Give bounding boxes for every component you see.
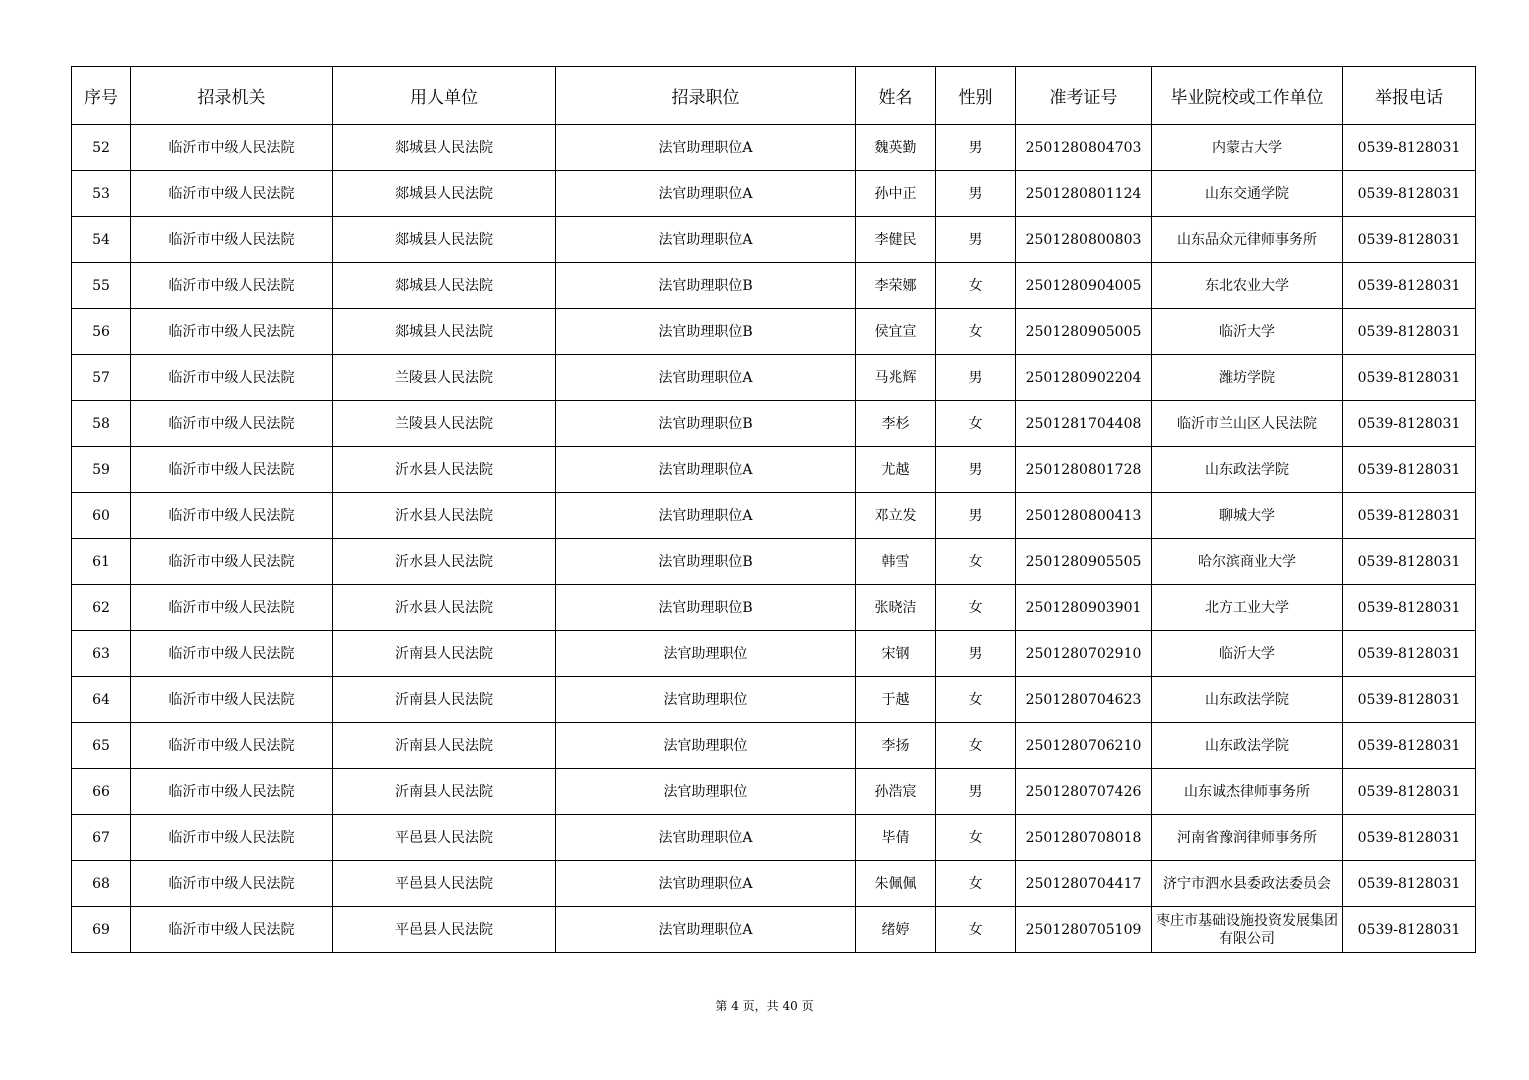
cell-report-phone: 0539-8128031 (1343, 677, 1476, 723)
cell-recruiting-agency: 临沂市中级人民法院 (131, 447, 333, 493)
cell-serial-no: 67 (72, 815, 131, 861)
table-row (72, 769, 1476, 815)
header-serial-no: 序号 (72, 67, 131, 125)
table-row (72, 309, 1476, 355)
cell-gender: 女 (936, 723, 1016, 769)
cell-report-phone: 0539-8128031 (1343, 217, 1476, 263)
cell-gender: 男 (936, 217, 1016, 263)
cell-serial-no: 65 (72, 723, 131, 769)
cell-report-phone: 0539-8128031 (1343, 263, 1476, 309)
cell-name: 张晓洁 (856, 585, 936, 631)
cell-report-phone: 0539-8128031 (1343, 631, 1476, 677)
cell-serial-no: 60 (72, 493, 131, 539)
cell-school-or-workplace: 山东交通学院 (1152, 171, 1343, 217)
cell-exam-id: 2501280800803 (1016, 217, 1152, 263)
header-exam-id: 准考证号 (1016, 67, 1152, 125)
cell-serial-no: 52 (72, 125, 131, 171)
cell-report-phone: 0539-8128031 (1343, 493, 1476, 539)
cell-exam-id: 2501280904005 (1016, 263, 1152, 309)
cell-report-phone: 0539-8128031 (1343, 907, 1476, 953)
cell-name: 韩雪 (856, 539, 936, 585)
table-row (72, 815, 1476, 861)
cell-exam-id: 2501280706210 (1016, 723, 1152, 769)
cell-recruiting-agency: 临沂市中级人民法院 (131, 171, 333, 217)
cell-gender: 女 (936, 401, 1016, 447)
cell-position: 法官助理职位A (556, 447, 856, 493)
cell-serial-no: 55 (72, 263, 131, 309)
cell-serial-no: 68 (72, 861, 131, 907)
cell-employer-unit: 沂南县人民法院 (333, 631, 556, 677)
cell-exam-id: 2501280801728 (1016, 447, 1152, 493)
table-row (72, 355, 1476, 401)
cell-position: 法官助理职位 (556, 677, 856, 723)
cell-report-phone: 0539-8128031 (1343, 585, 1476, 631)
cell-employer-unit: 郯城县人民法院 (333, 217, 556, 263)
cell-gender: 男 (936, 769, 1016, 815)
cell-exam-id: 2501280905005 (1016, 309, 1152, 355)
cell-school-or-workplace: 山东政法学院 (1152, 723, 1343, 769)
cell-serial-no: 58 (72, 401, 131, 447)
cell-name: 于越 (856, 677, 936, 723)
cell-position: 法官助理职位A (556, 355, 856, 401)
cell-name: 马兆辉 (856, 355, 936, 401)
roster-table (71, 66, 1476, 953)
cell-serial-no: 62 (72, 585, 131, 631)
table-header-row (72, 67, 1476, 125)
cell-serial-no: 53 (72, 171, 131, 217)
cell-gender: 男 (936, 171, 1016, 217)
cell-school-or-workplace: 潍坊学院 (1152, 355, 1343, 401)
table-row (72, 493, 1476, 539)
cell-exam-id: 2501280708018 (1016, 815, 1152, 861)
cell-position: 法官助理职位 (556, 631, 856, 677)
cell-exam-id: 2501280804703 (1016, 125, 1152, 171)
cell-employer-unit: 平邑县人民法院 (333, 907, 556, 953)
table-row (72, 677, 1476, 723)
cell-recruiting-agency: 临沂市中级人民法院 (131, 493, 333, 539)
cell-school-or-workplace: 临沂大学 (1152, 631, 1343, 677)
cell-school-or-workplace: 临沂市兰山区人民法院 (1152, 401, 1343, 447)
header-name: 姓名 (856, 67, 936, 125)
cell-name: 魏英勤 (856, 125, 936, 171)
cell-exam-id: 2501280902204 (1016, 355, 1152, 401)
cell-exam-id: 2501280704417 (1016, 861, 1152, 907)
cell-gender: 男 (936, 447, 1016, 493)
cell-name: 李荣娜 (856, 263, 936, 309)
cell-recruiting-agency: 临沂市中级人民法院 (131, 217, 333, 263)
cell-recruiting-agency: 临沂市中级人民法院 (131, 263, 333, 309)
cell-recruiting-agency: 临沂市中级人民法院 (131, 309, 333, 355)
cell-recruiting-agency: 临沂市中级人民法院 (131, 769, 333, 815)
page-number: 第 4 页，共 40 页 (715, 999, 814, 1013)
cell-position: 法官助理职位A (556, 171, 856, 217)
cell-position: 法官助理职位 (556, 769, 856, 815)
cell-recruiting-agency: 临沂市中级人民法院 (131, 677, 333, 723)
cell-gender: 女 (936, 815, 1016, 861)
cell-serial-no: 57 (72, 355, 131, 401)
cell-employer-unit: 沂水县人民法院 (333, 539, 556, 585)
cell-exam-id: 2501280905505 (1016, 539, 1152, 585)
cell-employer-unit: 郯城县人民法院 (333, 171, 556, 217)
cell-exam-id: 2501280800413 (1016, 493, 1152, 539)
cell-employer-unit: 兰陵县人民法院 (333, 401, 556, 447)
cell-position: 法官助理职位 (556, 723, 856, 769)
cell-gender: 男 (936, 355, 1016, 401)
table-body (72, 125, 1476, 953)
cell-school-or-workplace: 东北农业大学 (1152, 263, 1343, 309)
cell-recruiting-agency: 临沂市中级人民法院 (131, 401, 333, 447)
cell-name: 侯宜宣 (856, 309, 936, 355)
cell-gender: 女 (936, 907, 1016, 953)
cell-recruiting-agency: 临沂市中级人民法院 (131, 355, 333, 401)
header-position: 招录职位 (556, 67, 856, 125)
cell-report-phone: 0539-8128031 (1343, 861, 1476, 907)
header-school-or-workplace: 毕业院校或工作单位 (1152, 67, 1343, 125)
cell-report-phone: 0539-8128031 (1343, 309, 1476, 355)
cell-name: 绪婷 (856, 907, 936, 953)
table-row (72, 401, 1476, 447)
cell-recruiting-agency: 临沂市中级人民法院 (131, 585, 333, 631)
cell-serial-no: 54 (72, 217, 131, 263)
cell-name: 李扬 (856, 723, 936, 769)
cell-gender: 女 (936, 539, 1016, 585)
cell-school-or-workplace: 哈尔滨商业大学 (1152, 539, 1343, 585)
cell-report-phone: 0539-8128031 (1343, 815, 1476, 861)
cell-exam-id: 2501280903901 (1016, 585, 1152, 631)
cell-employer-unit: 平邑县人民法院 (333, 815, 556, 861)
cell-recruiting-agency: 临沂市中级人民法院 (131, 631, 333, 677)
cell-exam-id: 2501281704408 (1016, 401, 1152, 447)
cell-position: 法官助理职位A (556, 125, 856, 171)
cell-report-phone: 0539-8128031 (1343, 769, 1476, 815)
cell-name: 李健民 (856, 217, 936, 263)
table-row (72, 263, 1476, 309)
table-row (72, 217, 1476, 263)
cell-position: 法官助理职位A (556, 217, 856, 263)
cell-school-or-workplace: 枣庄市基础设施投资发展集团有限公司 (1152, 907, 1343, 953)
cell-name: 李杉 (856, 401, 936, 447)
cell-recruiting-agency: 临沂市中级人民法院 (131, 815, 333, 861)
cell-school-or-workplace: 山东诚杰律师事务所 (1152, 769, 1343, 815)
cell-school-or-workplace: 山东政法学院 (1152, 677, 1343, 723)
cell-employer-unit: 沂南县人民法院 (333, 677, 556, 723)
cell-serial-no: 66 (72, 769, 131, 815)
table-row (72, 723, 1476, 769)
cell-position: 法官助理职位B (556, 263, 856, 309)
cell-gender: 女 (936, 861, 1016, 907)
cell-school-or-workplace: 山东政法学院 (1152, 447, 1343, 493)
cell-position: 法官助理职位B (556, 309, 856, 355)
cell-gender: 女 (936, 585, 1016, 631)
cell-serial-no: 61 (72, 539, 131, 585)
cell-position: 法官助理职位B (556, 401, 856, 447)
cell-report-phone: 0539-8128031 (1343, 723, 1476, 769)
cell-employer-unit: 郯城县人民法院 (333, 309, 556, 355)
cell-school-or-workplace: 山东品众元律师事务所 (1152, 217, 1343, 263)
header-recruiting-agency: 招录机关 (131, 67, 333, 125)
table-row (72, 907, 1476, 953)
cell-employer-unit: 平邑县人民法院 (333, 861, 556, 907)
cell-report-phone: 0539-8128031 (1343, 125, 1476, 171)
cell-gender: 男 (936, 631, 1016, 677)
table-row (72, 447, 1476, 493)
table-row (72, 539, 1476, 585)
cell-report-phone: 0539-8128031 (1343, 355, 1476, 401)
cell-name: 邓立发 (856, 493, 936, 539)
cell-employer-unit: 沂水县人民法院 (333, 447, 556, 493)
cell-name: 毕倩 (856, 815, 936, 861)
table-row (72, 631, 1476, 677)
cell-school-or-workplace: 聊城大学 (1152, 493, 1343, 539)
table-row (72, 585, 1476, 631)
cell-position: 法官助理职位A (556, 907, 856, 953)
cell-school-or-workplace: 河南省豫润律师事务所 (1152, 815, 1343, 861)
cell-report-phone: 0539-8128031 (1343, 171, 1476, 217)
cell-serial-no: 64 (72, 677, 131, 723)
cell-school-or-workplace: 济宁市泗水县委政法委员会 (1152, 861, 1343, 907)
cell-serial-no: 56 (72, 309, 131, 355)
cell-serial-no: 69 (72, 907, 131, 953)
cell-employer-unit: 郯城县人民法院 (333, 125, 556, 171)
cell-position: 法官助理职位A (556, 493, 856, 539)
header-employer-unit: 用人单位 (333, 67, 556, 125)
table-row (72, 125, 1476, 171)
table-row (72, 171, 1476, 217)
cell-employer-unit: 沂水县人民法院 (333, 493, 556, 539)
cell-serial-no: 63 (72, 631, 131, 677)
cell-school-or-workplace: 北方工业大学 (1152, 585, 1343, 631)
cell-serial-no: 59 (72, 447, 131, 493)
cell-name: 孙浩宸 (856, 769, 936, 815)
cell-name: 宋钢 (856, 631, 936, 677)
cell-employer-unit: 沂水县人民法院 (333, 585, 556, 631)
cell-exam-id: 2501280707426 (1016, 769, 1152, 815)
cell-position: 法官助理职位B (556, 585, 856, 631)
cell-exam-id: 2501280801124 (1016, 171, 1152, 217)
cell-exam-id: 2501280702910 (1016, 631, 1152, 677)
cell-recruiting-agency: 临沂市中级人民法院 (131, 539, 333, 585)
cell-recruiting-agency: 临沂市中级人民法院 (131, 907, 333, 953)
cell-position: 法官助理职位A (556, 815, 856, 861)
header-report-phone: 举报电话 (1343, 67, 1476, 125)
cell-gender: 女 (936, 677, 1016, 723)
cell-report-phone: 0539-8128031 (1343, 401, 1476, 447)
cell-name: 朱佩佩 (856, 861, 936, 907)
header-gender: 性别 (936, 67, 1016, 125)
cell-gender: 男 (936, 125, 1016, 171)
cell-report-phone: 0539-8128031 (1343, 447, 1476, 493)
cell-recruiting-agency: 临沂市中级人民法院 (131, 861, 333, 907)
cell-employer-unit: 兰陵县人民法院 (333, 355, 556, 401)
cell-position: 法官助理职位B (556, 539, 856, 585)
cell-employer-unit: 沂南县人民法院 (333, 723, 556, 769)
cell-employer-unit: 沂南县人民法院 (333, 769, 556, 815)
cell-school-or-workplace: 临沂大学 (1152, 309, 1343, 355)
cell-name: 孙中正 (856, 171, 936, 217)
cell-position: 法官助理职位A (556, 861, 856, 907)
cell-gender: 男 (936, 493, 1016, 539)
cell-name: 尤越 (856, 447, 936, 493)
cell-report-phone: 0539-8128031 (1343, 539, 1476, 585)
cell-recruiting-agency: 临沂市中级人民法院 (131, 723, 333, 769)
cell-gender: 女 (936, 309, 1016, 355)
cell-employer-unit: 郯城县人民法院 (333, 263, 556, 309)
table-row (72, 861, 1476, 907)
cell-recruiting-agency: 临沂市中级人民法院 (131, 125, 333, 171)
cell-gender: 女 (936, 263, 1016, 309)
cell-exam-id: 2501280705109 (1016, 907, 1152, 953)
cell-school-or-workplace: 内蒙古大学 (1152, 125, 1343, 171)
cell-exam-id: 2501280704623 (1016, 677, 1152, 723)
